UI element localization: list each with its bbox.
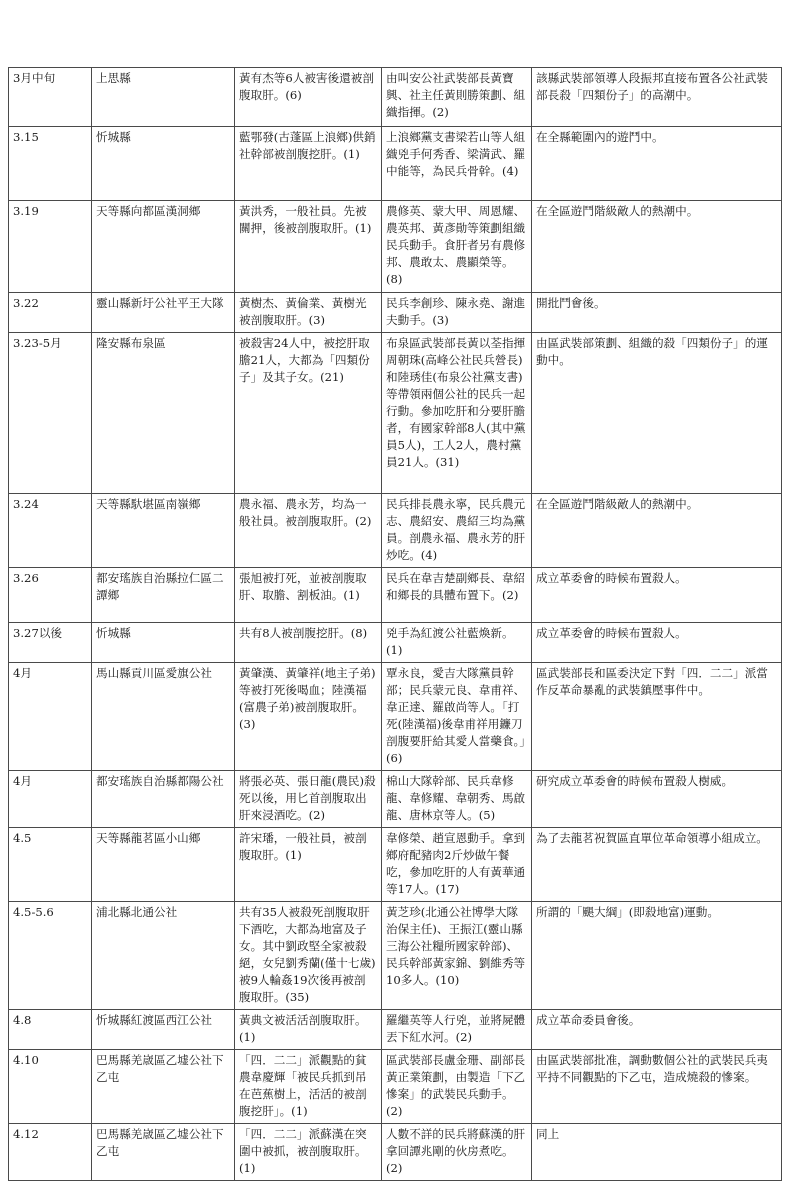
context-cell: 由區武裝部批准，調動數個公社的武裝民兵夷平持不同觀點的下乙屯，造成燒殺的慘案。 <box>532 1050 782 1124</box>
perpetrators-cell: 民兵李創珍、陳永堯、謝進夫動手。(3) <box>382 293 532 333</box>
table-row <box>9 1050 782 1124</box>
context-cell: 由區武裝部策劃、組織的殺「四類份子」的運動中。 <box>532 333 782 494</box>
place-cell: 天等縣向都區漢洞鄉 <box>92 201 235 293</box>
perpetrators-cell: 布泉區武裝部長黃以荃指揮周朝珠(高峰公社民兵營長)和陸琇佳(布泉公社黨支書)等帶領兩個公社的民兵一起行動。參加吃肝和分要肝膽者，有國家幹部8人(其中黨員5人)，工人2人，農村黨員21人。(31) <box>382 333 532 494</box>
date-cell: 4.12 <box>9 1124 92 1181</box>
context-cell: 該縣武裝部領導人段振邦直接布置各公社武裝部長殺「四類份子」的高潮中。 <box>532 68 782 127</box>
place-cell: 上思縣 <box>92 68 235 127</box>
table-row <box>9 663 782 771</box>
victims-cell: 將張必英、張日龍(農民)殺死以後，用匕首剖腹取出肝來浸酒吃。(2) <box>235 771 382 828</box>
date-cell: 3.24 <box>9 494 92 568</box>
date-cell: 4.5 <box>9 828 92 902</box>
table-row <box>9 201 782 293</box>
victims-cell: 黃典文被活活剖腹取肝。(1) <box>235 1010 382 1050</box>
context-cell: 同上 <box>532 1124 782 1181</box>
table-row <box>9 771 782 828</box>
place-cell: 都安瑤族自治縣拉仁區二譚鄉 <box>92 568 235 623</box>
context-cell: 為了去龍茗祝賀區直單位革命領導小組成立。 <box>532 828 782 902</box>
date-cell: 4.10 <box>9 1050 92 1124</box>
perpetrators-cell: 兇手為紅渡公社藍煥新。(1) <box>382 623 532 663</box>
context-cell: 成立革命委員會後。 <box>532 1010 782 1050</box>
place-cell: 都安瑤族自治縣都陽公社 <box>92 771 235 828</box>
victims-cell: 農永福、農永芳，均為一般社員。被剖腹取肝。(2) <box>235 494 382 568</box>
place-cell: 巴馬縣羌𡻕區乙墟公社下乙屯 <box>92 1050 235 1124</box>
perpetrators-cell: 上浪鄉黨支書梁若山等人組織兇手何秀香、梁満武、羅中能等，為民兵骨幹。(4) <box>382 127 532 201</box>
date-cell: 4月 <box>9 771 92 828</box>
perpetrators-cell: 民兵排長農永寧，民兵農元志、農紹安、農紹三均為黨員。剖農永福、農永芳的肝炒吃。(4) <box>382 494 532 568</box>
table-row <box>9 568 782 623</box>
table-row <box>9 494 782 568</box>
context-cell: 所謂的「颶大綱」(即殺地富)運動。 <box>532 902 782 1010</box>
table-row <box>9 828 782 902</box>
context-cell: 成立革委會的時候布置殺人。 <box>532 568 782 623</box>
perpetrators-cell: 區武裝部長盧金珊、副部長黃正業策劃，由製造「下乙慘案」的武裝民兵動手。(2) <box>382 1050 532 1124</box>
perpetrators-cell: 韋修榮、趙宣恩動手。拿到鄉府配豬肉2斤炒做午餐吃，參加吃肝的人有黃華通等17人。(17) <box>382 828 532 902</box>
date-cell: 4月 <box>9 663 92 771</box>
place-cell: 靈山縣新圩公社平王大隊 <box>92 293 235 333</box>
context-cell: 研究成立革委會的時候布置殺人樹威。 <box>532 771 782 828</box>
table-row <box>9 68 782 127</box>
table-row <box>9 293 782 333</box>
perpetrators-cell: 覃永良，愛吉大隊黨員幹部；民兵蒙元良、韋甫祥、韋正達、羅啟尚等人。「打死(陸漢福)後韋甫祥用鐮刀剖腹要肝給其愛人當藥食。」(6) <box>382 663 532 771</box>
perpetrators-cell: 農修英、蒙大甲、周恩耀、農英邦、黃彥勛等策劃組織民兵動手。食肝者另有農修邦、農敢太、農顯榮等。(8) <box>382 201 532 293</box>
date-cell: 3.27以後 <box>9 623 92 663</box>
table-row <box>9 623 782 663</box>
victims-cell: 黃有杰等6人被害後還被剖腹取肝。(6) <box>235 68 382 127</box>
perpetrators-cell: 人數不詳的民兵將蘇漢的肝拿回譚兆剛的伙房煮吃。(2) <box>382 1124 532 1181</box>
context-cell: 成立革委會的時候布置殺人。 <box>532 623 782 663</box>
victims-cell: 「四．二二」派蘇漢在突圍中被抓，被剖腹取肝。(1) <box>235 1124 382 1181</box>
context-cell: 在全區遊鬥階級敵人的熱潮中。 <box>532 201 782 293</box>
place-cell: 巴馬縣羌𡻕區乙墟公社下乙屯 <box>92 1124 235 1181</box>
victims-cell: 藍鄂發(古蓬區上浪鄉)供銷社幹部被剖腹挖肝。(1) <box>235 127 382 201</box>
victims-cell: 許宋璠，一般社員，被剖腹取肝。(1) <box>235 828 382 902</box>
place-cell: 馬山縣貢川區愛旗公社 <box>92 663 235 771</box>
table-row <box>9 1010 782 1050</box>
date-cell: 3.26 <box>9 568 92 623</box>
perpetrators-cell: 棉山大隊幹部、民兵韋修龍、韋修耀、韋朝秀、馬啟龍、唐林京等人。(5) <box>382 771 532 828</box>
table-row <box>9 902 782 1010</box>
victims-cell: 黃肇漢、黃肇祥(地主子弟)等被打死後喝血；陸漢福(富農子弟)被剖腹取肝。(3) <box>235 663 382 771</box>
victims-cell: 黃洪秀，一般社員。先被關押，後被剖腹取肝。(1) <box>235 201 382 293</box>
victims-cell: 「四．二二」派觀點的貧農韋慶輝「被民兵抓到吊在芭蕉樹上，活活的被剖腹挖肝」。(1) <box>235 1050 382 1124</box>
perpetrators-cell: 黃芝珍(北通公社博學大隊治保主任)、王振江(靈山縣三海公社糧所國家幹部)、民兵幹部黃家錦、劉維秀等10多人。(10) <box>382 902 532 1010</box>
place-cell: 忻城縣 <box>92 623 235 663</box>
context-cell: 在全縣範圍內的遊鬥中。 <box>532 127 782 201</box>
victims-cell: 共有8人被剖腹挖肝。(8) <box>235 623 382 663</box>
context-cell: 開批鬥會後。 <box>532 293 782 333</box>
table-row <box>9 127 782 201</box>
place-cell: 隆安縣布泉區 <box>92 333 235 494</box>
table-row <box>9 1124 782 1181</box>
place-cell: 忻城縣紅渡區西江公社 <box>92 1010 235 1050</box>
perpetrators-cell: 民兵在韋吉楚副鄉長、韋紹和鄉長的具體布置下。(2) <box>382 568 532 623</box>
date-cell: 3.22 <box>9 293 92 333</box>
context-cell: 在全區遊鬥階級敵人的熱潮中。 <box>532 494 782 568</box>
records-table <box>8 67 782 1181</box>
context-cell: 區武裝部長和區委決定下對「四．二二」派當作反革命暴亂的武裝鎮壓事件中。 <box>532 663 782 771</box>
victims-cell: 黃樹杰、黃倫業、黃樹光被剖腹取肝。(3) <box>235 293 382 333</box>
victims-cell: 共有35人被殺死剖腹取肝下酒吃，大都為地富及子女。其中劉政堅全家被殺絕，女兒劉秀蘭(僅十七歲)被9人輪姦19次後再被剖腹取肝。(35) <box>235 902 382 1010</box>
date-cell: 3月中旬 <box>9 68 92 127</box>
victims-cell: 被殺害24人中，被挖肝取膽21人，大都為「四類份子」及其子女。(21) <box>235 333 382 494</box>
date-cell: 4.8 <box>9 1010 92 1050</box>
perpetrators-cell: 羅繼英等人行兇，並將屍體丟下紅水河。(2) <box>382 1010 532 1050</box>
date-cell: 3.15 <box>9 127 92 201</box>
date-cell: 4.5-5.6 <box>9 902 92 1010</box>
victims-cell: 張旭被打死，並被剖腹取肝、取膽、割板油。(1) <box>235 568 382 623</box>
place-cell: 浦北縣北通公社 <box>92 902 235 1010</box>
place-cell: 天等縣龍茗區小山鄉 <box>92 828 235 902</box>
table-row <box>9 333 782 494</box>
place-cell: 天等縣馱堪區南嶺鄉 <box>92 494 235 568</box>
perpetrators-cell: 由叫安公社武裝部長黃寶興、社主任黃則勝策劃、組織指揮。(2) <box>382 68 532 127</box>
place-cell: 忻城縣 <box>92 127 235 201</box>
date-cell: 3.23-5月 <box>9 333 92 494</box>
date-cell: 3.19 <box>9 201 92 293</box>
